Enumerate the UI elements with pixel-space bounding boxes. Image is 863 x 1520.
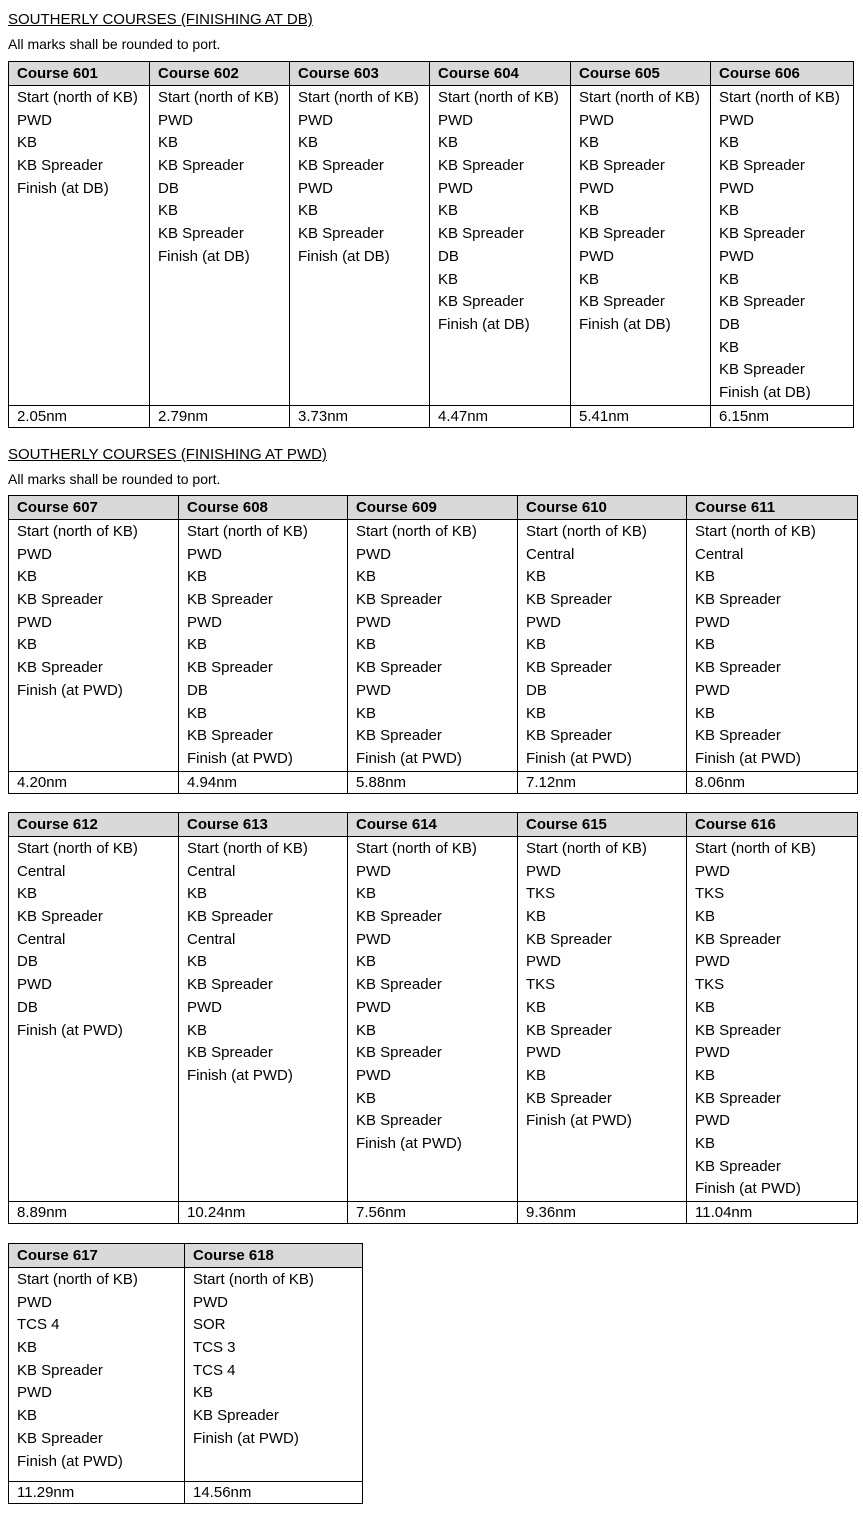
course-mark: KB (695, 568, 716, 586)
course-mark: KB (17, 885, 38, 903)
course-mark: PWD (695, 1112, 730, 1130)
course-mark: KB (356, 568, 377, 586)
course-mark: KB Spreader (438, 157, 524, 175)
course-mark: KB Spreader (17, 1361, 103, 1379)
course-mark: KB Spreader (187, 976, 273, 994)
course-mark: Start (north of KB) (695, 840, 816, 857)
course-607-distance: 4.20nm (9, 771, 179, 793)
course-mark: PWD (526, 1044, 561, 1062)
course-mark: KB Spreader (17, 591, 103, 609)
course-mark: Finish (at PWD) (526, 749, 632, 767)
course-mark: Start (north of KB) (526, 840, 647, 857)
course-mark: Start (north of KB) (187, 840, 308, 857)
course-606-distance: 6.15nm (711, 405, 854, 427)
course-612-header: Course 612 (9, 813, 179, 837)
course-604-marks (430, 86, 571, 406)
course-mark: TCS 4 (193, 1361, 236, 1379)
course-mark: KB (17, 636, 38, 654)
course-mark: KB Spreader (17, 659, 103, 677)
course-mark: PWD (695, 953, 730, 971)
section-heading-db: SOUTHERLY COURSES (FINISHING AT DB) (8, 11, 313, 28)
course-mark: Finish (at PWD) (187, 749, 293, 767)
course-mark: DB (526, 681, 547, 699)
course-mark: Central (187, 930, 236, 948)
course-mark: KB Spreader (158, 225, 244, 243)
course-609-header: Course 609 (348, 496, 518, 520)
course-601-marks (9, 86, 150, 406)
course-mark: DB (17, 953, 38, 971)
course-613-marks (179, 837, 348, 1202)
course-mark: KB Spreader (579, 157, 665, 175)
course-mark: DB (187, 681, 208, 699)
course-mark: KB Spreader (356, 1044, 442, 1062)
course-mark: KB (526, 568, 547, 586)
course-mark: PWD (695, 862, 730, 880)
course-mark: Central (17, 862, 66, 880)
course-605-marks (571, 86, 711, 406)
course-604-header: Course 604 (430, 62, 571, 86)
course-615-header: Course 615 (518, 813, 687, 837)
course-mark: KB (356, 704, 377, 722)
course-mark: KB Spreader (356, 659, 442, 677)
course-618-distance: 14.56nm (185, 1482, 363, 1504)
course-mark: PWD (526, 953, 561, 971)
course-mark: KB (158, 202, 179, 220)
course-605-header: Course 605 (571, 62, 711, 86)
course-mark: KB Spreader (719, 293, 805, 311)
course-mark: KB (17, 1339, 38, 1357)
course-609-distance: 5.88nm (348, 771, 518, 793)
course-mark: KB Spreader (17, 908, 103, 926)
course-616-distance: 11.04nm (687, 1202, 858, 1224)
course-mark: PWD (356, 998, 391, 1016)
course-mark: Start (north of KB) (17, 523, 138, 540)
course-mark: PWD (298, 111, 333, 129)
course-mark: Start (north of KB) (719, 89, 840, 106)
course-608-marks (179, 520, 348, 772)
course-mark: KB (17, 134, 38, 152)
course-616-marks (687, 837, 858, 1202)
course-mark: KB (719, 202, 740, 220)
course-mark: KB (695, 908, 716, 926)
course-mark: KB Spreader (526, 930, 612, 948)
course-606-header: Course 606 (711, 62, 854, 86)
course-mark: Finish (at PWD) (193, 1429, 299, 1447)
course-mark: Start (north of KB) (158, 89, 279, 106)
course-mark: PWD (17, 976, 52, 994)
course-613-header: Course 613 (179, 813, 348, 837)
course-mark: Finish (at DB) (719, 383, 811, 401)
course-mark: Start (north of KB) (298, 89, 419, 106)
course-mark: Finish (at PWD) (695, 1180, 801, 1198)
course-607-marks (9, 520, 179, 772)
course-mark: KB (356, 1021, 377, 1039)
course-mark: PWD (193, 1293, 228, 1311)
course-mark: KB (17, 568, 38, 586)
course-mark: PWD (356, 1066, 391, 1084)
course-mark: TKS (526, 976, 556, 994)
course-618-header: Course 618 (185, 1244, 363, 1268)
course-mark: KB (438, 134, 459, 152)
course-614-distance: 7.56nm (348, 1202, 518, 1224)
course-mark: KB (526, 636, 547, 654)
course-mark: KB Spreader (187, 908, 273, 926)
course-mark: Start (north of KB) (187, 523, 308, 540)
course-mark: KB Spreader (695, 1021, 781, 1039)
course-mark: KB (187, 636, 208, 654)
course-mark: KB (579, 134, 600, 152)
course-mark: KB Spreader (17, 157, 103, 175)
course-mark: PWD (579, 111, 614, 129)
course-617-marks (9, 1268, 185, 1482)
course-mark: KB Spreader (695, 727, 781, 745)
course-mark: Central (17, 930, 66, 948)
course-mark: KB (193, 1384, 214, 1402)
course-mark: KB (158, 134, 179, 152)
course-mark: KB (187, 704, 208, 722)
course-table-617-618 (8, 1243, 363, 1504)
course-mark: Start (north of KB) (438, 89, 559, 106)
course-mark: KB (356, 885, 377, 903)
course-mark: KB Spreader (298, 157, 384, 175)
course-mark: PWD (17, 1293, 52, 1311)
course-table-607-611 (8, 495, 858, 794)
course-mark: PWD (187, 545, 222, 563)
course-610-header: Course 610 (518, 496, 687, 520)
course-mark: PWD (695, 681, 730, 699)
course-mark: PWD (356, 862, 391, 880)
course-mark: KB Spreader (695, 930, 781, 948)
course-602-distance: 2.79nm (150, 405, 290, 427)
course-mark: PWD (526, 862, 561, 880)
course-610-distance: 7.12nm (518, 771, 687, 793)
course-601-header: Course 601 (9, 62, 150, 86)
course-mark: KB (695, 704, 716, 722)
course-mark: Finish (at DB) (438, 315, 530, 333)
course-mark: PWD (187, 613, 222, 631)
course-mark: TKS (526, 885, 556, 903)
course-610-marks (518, 520, 687, 772)
course-mark: KB Spreader (356, 1112, 442, 1130)
course-mark: PWD (17, 613, 52, 631)
course-mark: KB Spreader (187, 591, 273, 609)
course-mark: KB (187, 885, 208, 903)
course-614-marks (348, 837, 518, 1202)
course-mark: KB (356, 1089, 377, 1107)
course-611-header: Course 611 (687, 496, 858, 520)
course-mark: KB Spreader (356, 727, 442, 745)
course-mark: KB Spreader (526, 1021, 612, 1039)
course-617-distance: 11.29nm (9, 1482, 185, 1504)
course-604-distance: 4.47nm (430, 405, 571, 427)
course-602-header: Course 602 (150, 62, 290, 86)
course-mark: KB Spreader (438, 293, 524, 311)
course-mark: KB Spreader (187, 659, 273, 677)
course-mark: KB Spreader (526, 659, 612, 677)
course-mark: KB Spreader (695, 1089, 781, 1107)
course-617-header: Course 617 (9, 1244, 185, 1268)
course-mark: PWD (438, 179, 473, 197)
course-mark: Central (695, 545, 744, 563)
course-mark: KB (298, 134, 319, 152)
course-mark: DB (17, 998, 38, 1016)
course-mark: Start (north of KB) (526, 523, 647, 540)
course-mark: DB (158, 179, 179, 197)
course-mark: KB (438, 270, 459, 288)
course-mark: Start (north of KB) (356, 523, 477, 540)
course-mark: PWD (17, 545, 52, 563)
course-614-header: Course 614 (348, 813, 518, 837)
course-mark: KB (187, 568, 208, 586)
course-table-612-616 (8, 812, 858, 1224)
course-mark: KB (526, 704, 547, 722)
course-601-distance: 2.05nm (9, 405, 150, 427)
course-mark: KB (187, 1021, 208, 1039)
course-mark: KB (695, 998, 716, 1016)
course-mark: PWD (187, 998, 222, 1016)
course-mark: KB (526, 1066, 547, 1084)
course-mark: Finish (at PWD) (695, 749, 801, 767)
course-mark: PWD (579, 179, 614, 197)
course-mark: Finish (at DB) (158, 247, 250, 265)
course-mark: KB Spreader (356, 591, 442, 609)
course-mark: KB Spreader (695, 591, 781, 609)
course-mark: Start (north of KB) (193, 1271, 314, 1288)
course-mark: KB Spreader (579, 293, 665, 311)
course-mark: KB Spreader (526, 1089, 612, 1107)
course-612-distance: 8.89nm (9, 1202, 179, 1224)
course-605-distance: 5.41nm (571, 405, 711, 427)
course-mark: Central (526, 545, 575, 563)
course-mark: DB (438, 247, 459, 265)
course-mark: KB Spreader (695, 1157, 781, 1175)
course-mark: KB Spreader (187, 727, 273, 745)
course-607-header: Course 607 (9, 496, 179, 520)
course-mark: Finish (at PWD) (17, 681, 123, 699)
course-mark: DB (719, 315, 740, 333)
course-mark: TKS (695, 885, 725, 903)
course-615-marks (518, 837, 687, 1202)
course-mark: PWD (356, 681, 391, 699)
course-mark: KB (356, 636, 377, 654)
course-616-header: Course 616 (687, 813, 858, 837)
course-608-distance: 4.94nm (179, 771, 348, 793)
course-mark: PWD (17, 111, 52, 129)
course-mark: Central (187, 862, 236, 880)
course-mark: TCS 3 (193, 1339, 236, 1357)
course-618-marks (185, 1268, 363, 1482)
section-note-pwd: All marks shall be rounded to port. (8, 471, 221, 487)
course-mark: KB Spreader (17, 1429, 103, 1447)
course-mark: KB Spreader (719, 225, 805, 243)
course-603-marks (290, 86, 430, 406)
course-mark: PWD (438, 111, 473, 129)
course-mark: SOR (193, 1316, 226, 1334)
course-603-distance: 3.73nm (290, 405, 430, 427)
course-mark: KB (438, 202, 459, 220)
course-mark: KB (356, 953, 377, 971)
course-mark: Finish (at DB) (298, 247, 390, 265)
course-mark: KB (526, 908, 547, 926)
course-612-marks (9, 837, 179, 1202)
course-606-marks (711, 86, 854, 406)
course-mark: KB Spreader (158, 157, 244, 175)
course-mark: KB (579, 202, 600, 220)
course-mark: PWD (526, 613, 561, 631)
course-mark: Start (north of KB) (17, 89, 138, 106)
course-mark: Finish (at PWD) (17, 1452, 123, 1470)
course-mark: KB Spreader (526, 591, 612, 609)
course-mark: PWD (17, 1384, 52, 1402)
course-mark: Finish (at PWD) (17, 1021, 123, 1039)
course-mark: KB Spreader (356, 908, 442, 926)
course-mark: Finish (at DB) (579, 315, 671, 333)
course-table-601-606 (8, 61, 854, 428)
course-mark: KB Spreader (356, 976, 442, 994)
course-mark: PWD (356, 930, 391, 948)
course-mark: KB (187, 953, 208, 971)
course-mark: Start (north of KB) (579, 89, 700, 106)
course-mark: PWD (719, 179, 754, 197)
section-note-db: All marks shall be rounded to port. (8, 36, 221, 52)
course-mark: KB Spreader (298, 225, 384, 243)
course-mark: PWD (298, 179, 333, 197)
course-mark: KB (579, 270, 600, 288)
course-mark: KB (298, 202, 319, 220)
course-mark: KB (695, 1066, 716, 1084)
course-mark: KB (695, 636, 716, 654)
course-602-marks (150, 86, 290, 406)
course-mark: KB Spreader (719, 361, 805, 379)
course-611-marks (687, 520, 858, 772)
course-mark: PWD (719, 111, 754, 129)
course-mark: KB (695, 1134, 716, 1152)
course-mark: KB (17, 1407, 38, 1425)
course-mark: Finish (at PWD) (526, 1112, 632, 1130)
course-mark: KB Spreader (719, 157, 805, 175)
course-mark: PWD (695, 1044, 730, 1062)
course-mark: KB (526, 998, 547, 1016)
course-mark: Start (north of KB) (17, 1271, 138, 1288)
course-mark: Finish (at PWD) (356, 749, 462, 767)
course-615-distance: 9.36nm (518, 1202, 687, 1224)
course-603-header: Course 603 (290, 62, 430, 86)
course-613-distance: 10.24nm (179, 1202, 348, 1224)
course-mark: PWD (158, 111, 193, 129)
course-mark: KB (719, 270, 740, 288)
section-heading-pwd: SOUTHERLY COURSES (FINISHING AT PWD) (8, 446, 327, 463)
course-mark: KB Spreader (187, 1044, 273, 1062)
course-mark: PWD (356, 545, 391, 563)
course-mark: Start (north of KB) (17, 840, 138, 857)
course-mark: Start (north of KB) (356, 840, 477, 857)
course-mark: Finish (at PWD) (187, 1066, 293, 1084)
course-609-marks (348, 520, 518, 772)
course-mark: PWD (579, 247, 614, 265)
course-mark: KB Spreader (695, 659, 781, 677)
course-mark: KB Spreader (526, 727, 612, 745)
course-mark: PWD (695, 613, 730, 631)
course-608-header: Course 608 (179, 496, 348, 520)
course-mark: Start (north of KB) (695, 523, 816, 540)
course-mark: KB Spreader (438, 225, 524, 243)
course-mark: Finish (at DB) (17, 179, 109, 197)
course-mark: Finish (at PWD) (356, 1134, 462, 1152)
course-mark: PWD (719, 247, 754, 265)
course-mark: KB (719, 338, 740, 356)
course-mark: KB Spreader (193, 1407, 279, 1425)
course-mark: TCS 4 (17, 1316, 60, 1334)
course-611-distance: 8.06nm (687, 771, 858, 793)
course-mark: KB (719, 134, 740, 152)
course-mark: KB Spreader (579, 225, 665, 243)
course-mark: PWD (356, 613, 391, 631)
course-mark: TKS (695, 976, 725, 994)
